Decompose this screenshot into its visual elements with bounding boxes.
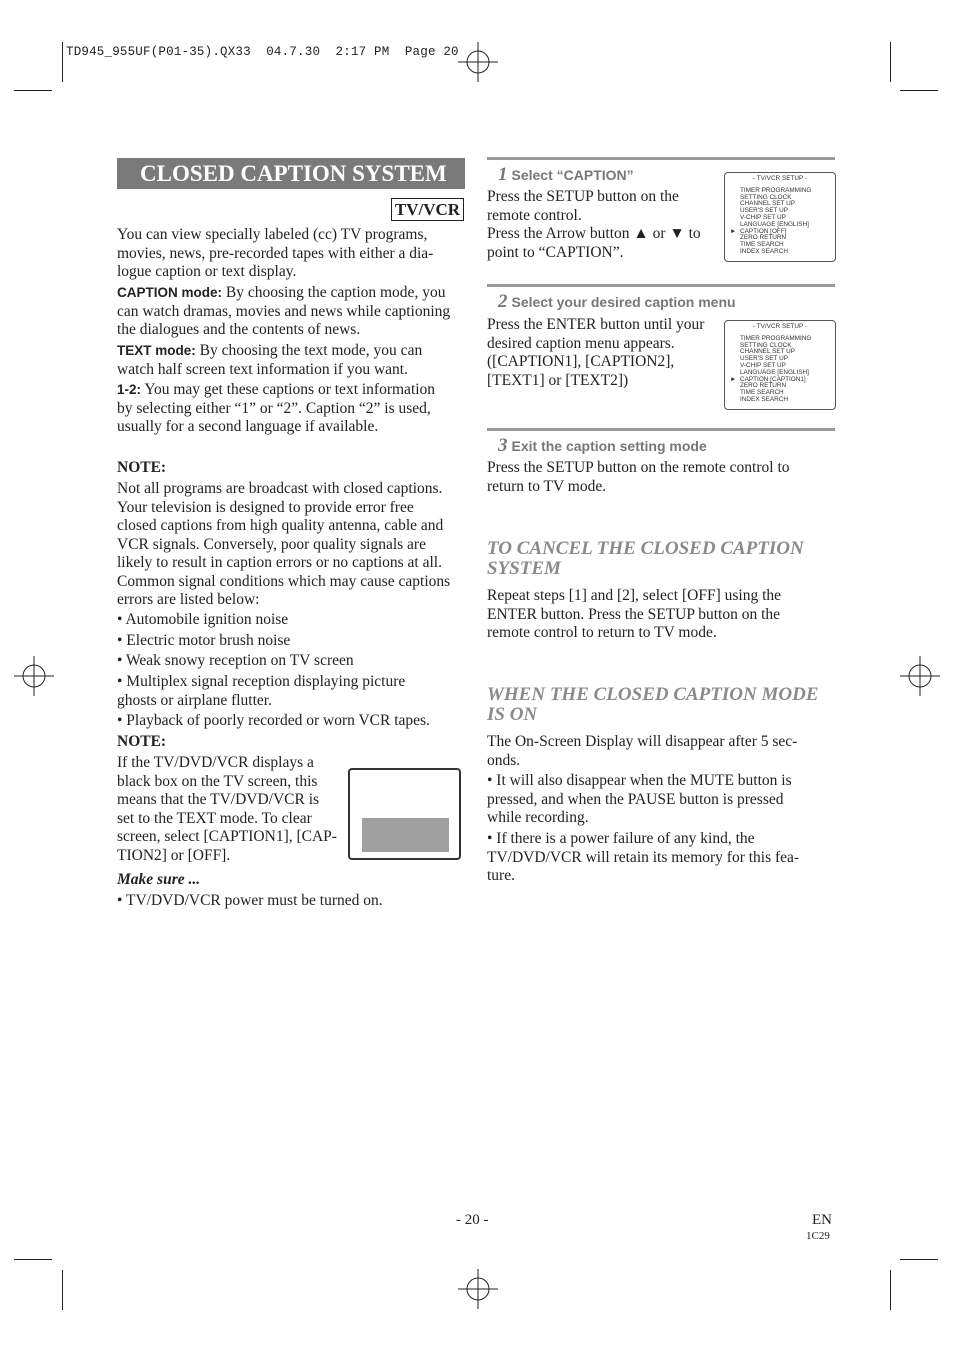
text-mode-black-box [362, 818, 449, 852]
step-2-title: Select your desired caption menu [511, 294, 736, 310]
step-2-text: Press the ENTER button until your desired caption menu appears. ([CAPTION1], [CAPTION2], [TEXT1] or [TEXT2]) [487, 316, 705, 389]
mode-badge: TV/VCR [391, 198, 464, 221]
note-paragraph-1: Not all programs are broadcast with closed captions. Your television is designed to provide error free closed captions from high quality antenna, cable and VCR signals. Conversely, poor quality signals are likely to result in caption errors or no captions at all. Common signal conditions which may cause captions errors are listed below: [117, 480, 451, 608]
language-code: EN [812, 1212, 832, 1228]
step-2-rule [487, 284, 835, 287]
step-2-header [498, 291, 736, 313]
setup-menu-osd-2: - TV/VCR SETUP - TIMER PROGRAMMING SETTING CLOCK CHANNEL SET UP USER'S SET UP V-CHIP SET UP LANGUAGE [ENGLISH] ► CAPTION [CAPTION1] ZERO RETURN TIME SEARCH INDEX SEARCH [724, 320, 836, 410]
list-item: • Automobile ignition noise [117, 611, 289, 628]
when-on-paragraph: The On-Screen Display will disappear after 5 sec- onds. [487, 733, 798, 769]
intro-paragraph: You can view specially labeled (cc) TV programs, movies, news, pre-recorded tapes with either a dia- logue caption or text display. [117, 226, 434, 280]
step-1-header [498, 164, 634, 186]
make-sure-label: Make sure ... [117, 871, 201, 888]
list-item: • It will also disappear when the MUTE button is pressed, and when the PAUSE button is pressed while recording. [487, 772, 792, 826]
menu-pointer-icon: ► [730, 375, 737, 383]
registration-mark-right [898, 654, 942, 698]
file-header: TD945_955UF(P01-35).QX33 04.7.30 2:17 PM Page 20 [66, 45, 459, 59]
caption-mode-paragraph: CAPTION mode: By choosing the caption mode, you can watch dramas, movies and news while captioning the dialogues and the contents of news. [117, 284, 451, 338]
when-on-heading: WHEN THE CLOSED CAPTION MODE IS ON [487, 684, 819, 725]
registration-mark-left [12, 654, 56, 698]
step-3-rule [487, 428, 835, 431]
step-1-title: Select “CAPTION” [511, 167, 634, 183]
setup-menu-osd-1: - TV/VCR SETUP - TIMER PROGRAMMING SETTING CLOCK CHANNEL SET UP USER'S SET UP V-CHIP SET UP LANGUAGE [ENGLISH] ► CAPTION [OFF] ZERO RETURN TIME SEARCH INDEX SEARCH [724, 172, 836, 262]
step-1-text: Press the SETUP button on the remote control. Press the Arrow button ▲ or ▼ to point to “CAPTION”. [487, 188, 701, 261]
tv-screen-illustration [348, 768, 461, 860]
one-two-paragraph: 1-2: You may get these captions or text information by selecting either “1” or “2”. Caption “2” is used, usually for a second language if available. [117, 381, 436, 435]
list-item: • Weak snowy reception on TV screen [117, 652, 354, 669]
step-2-number: 2 [498, 291, 508, 312]
make-sure-item: • TV/DVD/VCR power must be turned on. [117, 892, 383, 909]
step-3-text: Press the SETUP button on the remote control to return to TV mode. [487, 459, 790, 495]
registration-mark-bottom [456, 1267, 500, 1311]
cancel-heading: TO CANCEL THE CLOSED CAPTION SYSTEM [487, 538, 804, 579]
list-item: • If there is a power failure of any kind, the TV/DVD/VCR will retain its memory for this fea- ture. [487, 830, 800, 884]
note-heading-1: NOTE: [117, 459, 167, 476]
list-item: • Playback of poorly recorded or worn VCR tapes. [117, 712, 430, 729]
page-number: - 20 - [456, 1212, 489, 1228]
step-1-number: 1 [498, 164, 508, 185]
step-3-title: Exit the caption setting mode [511, 438, 707, 454]
caption-mode-label: CAPTION mode: [117, 285, 223, 300]
list-item: • Multiplex signal reception displaying picture ghosts or airplane flutter. [117, 673, 406, 709]
doc-code: 1C29 [806, 1230, 830, 1242]
one-two-label: 1-2: [117, 382, 142, 397]
step-3-header [498, 435, 707, 457]
note-paragraph-2: If the TV/DVD/VCR displays a black box on the TV screen, this means that the TV/DVD/VCR is set to the TEXT mode. To clear screen, select [CAPTION1], [CAP- TION2] or [OFF]. [117, 754, 337, 864]
page-title: CLOSED CAPTION SYSTEM [117, 158, 465, 189]
list-item: • Electric motor brush noise [117, 632, 291, 649]
menu-pointer-icon: ► [730, 227, 737, 235]
note-heading-2: NOTE: [117, 733, 167, 750]
step-3-number: 3 [498, 435, 508, 456]
cancel-paragraph: Repeat steps [1] and [2], select [OFF] using the ENTER button. Press the SETUP button on the remote control to return to TV mode. [487, 587, 782, 641]
registration-mark-top [456, 40, 500, 84]
text-mode-label: TEXT mode: [117, 343, 196, 358]
step-1-rule [487, 157, 835, 160]
text-mode-paragraph: TEXT mode: By choosing the text mode, you can watch half screen text information if you want. [117, 342, 423, 378]
